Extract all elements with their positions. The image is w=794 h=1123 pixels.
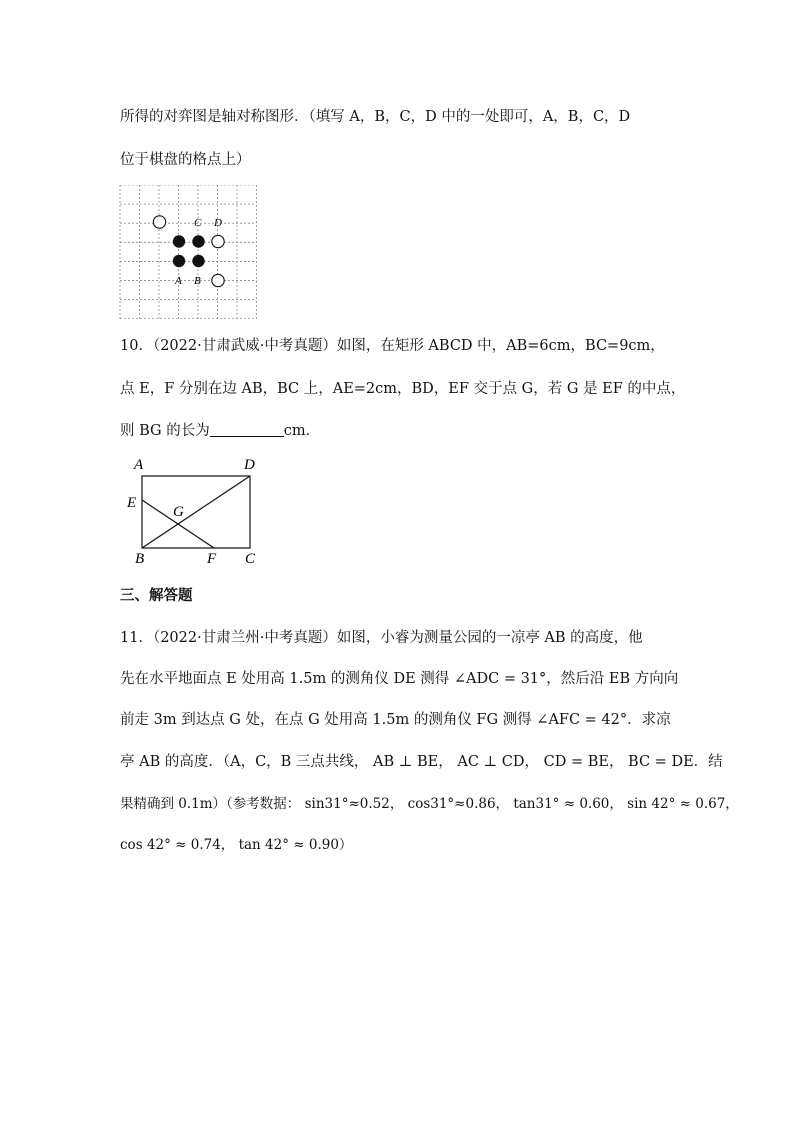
q11-line-2: 先在水平地面点 E 处用高 1.5m 的测角仪 DE 测得 ∠ADC = 31°，然后沿 EB 方向向 xyxy=(120,671,679,687)
white-stone xyxy=(212,235,224,247)
segment-bd xyxy=(142,476,250,548)
fig-label-d: D xyxy=(244,457,255,473)
q9-line-2: 位于棋盘的格点上） xyxy=(120,152,251,168)
q11-line-4: 亭 AB 的高度．（A，C，B 三点共线， AB ⊥ BE， AC ⊥ CD， CD = BE， BC = DE．结 xyxy=(120,754,723,770)
answer-blank[interactable] xyxy=(210,422,284,437)
board-label-c: C xyxy=(194,217,202,229)
board-label-a: A xyxy=(175,275,182,287)
go-board-figure xyxy=(119,185,259,319)
q11-line-1: 11．（2022·甘肃兰州·中考真题）如图，小睿为测量公园的一凉亭 AB 的高度，他 xyxy=(120,630,643,646)
q10-line-1: 10．（2022·甘肃武威·中考真题）如图，在矩形 ABCD 中，AB=6cm，BC=9cm， xyxy=(120,338,665,354)
white-stone xyxy=(212,274,224,286)
q9-line-1: 所得的对弈图是轴对称图形．（填写 A，B，C，D 中的一处即可，A，B，C，D xyxy=(120,109,631,125)
black-stone xyxy=(173,235,185,247)
rectangle-figure xyxy=(124,452,274,568)
board-label-d: D xyxy=(214,217,222,229)
q10-line-3-after: cm． xyxy=(283,423,321,439)
q10-line-3 xyxy=(120,421,320,441)
q10-line-2: 点 E，F 分别在边 AB，BC 上，AE=2cm，BD，EF 交于点 G，若 G 是 EF 的中点， xyxy=(120,381,686,397)
fig-label-b: B xyxy=(135,551,145,567)
q11-line-5: 果精确到 0.1m）（参考数据： sin31°≈0.52， cos31°≈0.86， tan31° ≈ 0.60， sin 42° ≈ 0.67， xyxy=(120,796,739,812)
black-stone xyxy=(192,235,204,247)
fig-label-e: E xyxy=(127,495,137,511)
fig-label-f: F xyxy=(207,551,217,567)
q11-line-6: cos 42° ≈ 0.74， tan 42° ≈ 0.90） xyxy=(120,837,353,853)
q10-line-3-before: 则 BG 的长为 xyxy=(120,423,210,439)
section-heading: 三、解答题 xyxy=(120,587,193,604)
black-stone xyxy=(192,255,204,267)
board-grid xyxy=(120,185,257,319)
white-stone xyxy=(153,216,165,228)
black-stone xyxy=(173,255,185,267)
fig-label-a: A xyxy=(134,457,144,473)
fig-label-g: G xyxy=(173,504,184,520)
fig-label-c: C xyxy=(245,551,256,567)
q11-line-3: 前走 3m 到达点 G 处，在点 G 处用高 1.5m 的测角仪 FG 测得 ∠AFC = 42°．求凉 xyxy=(120,712,671,728)
board-label-b: B xyxy=(194,275,201,287)
